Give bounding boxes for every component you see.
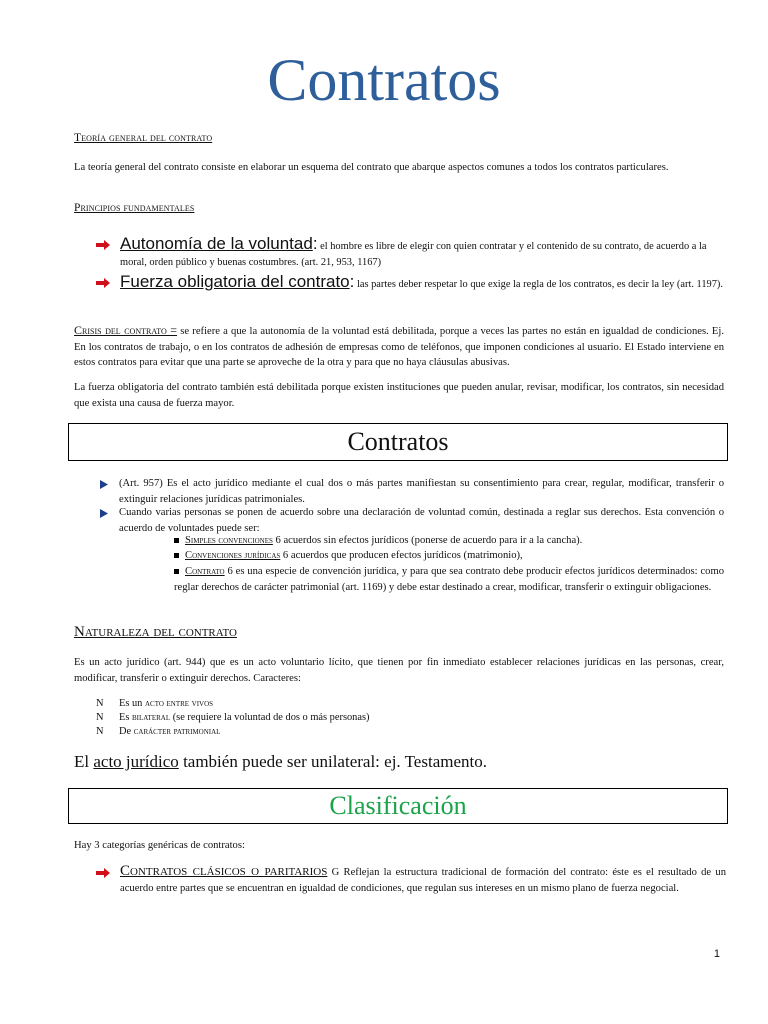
principio-item-1: Autonomía de la voluntad: el hombre es libre de elegir con quien contratar y el contenido de su contrato, de acuerdo a la moral, orden público y buenas costumbres. (art. 21, 953, 1167) <box>96 236 726 270</box>
naturaleza-text: Es un acto jurídico (art. 944) que es un acto voluntario lícito, que tienen por fin inmediato establecer relaciones jurídicas en las personas, crear, modificar, transferir o extinguir derechos. Caracteres: <box>74 657 724 684</box>
contratos-bullet-2: Cuando varias personas se ponen de acuerdo sobre una declaración de voluntad común, destinada a reglar sus derechos. Esta convención o acuerdo de voluntades puede ser: <box>100 505 724 536</box>
heading-principios: Principios fundamentales <box>74 202 195 214</box>
section-box-clasificacion: Clasificación <box>68 788 728 824</box>
list-item: N De carácter patrimonial <box>96 726 221 737</box>
crisis-paragraph: Crisis del contrato = se refiere a que la autonomía de la voluntad está debilitada, porque a veces las partes no están en igualdad de condiciones. Ej. En los contratos de trabajo, o en los contratos de adhesión de empresas como de teléfonos, que imponen condiciones al usuario. El Estado interviene en estos contratos para evitar que una parte se aproveche de la otra y para que no haya cláusulas abusivas. <box>74 323 724 368</box>
clasificacion-item-1: Contratos clásicos o paritarios G Reflejan la estructura tradicional de formación del contrato: éste es el resultado de un acuerdo entre partes que se encuentran en igualdad de condiciones, que regulan sus intereses en un mismo plano de fuerza negocial. <box>96 864 726 896</box>
blue-arrow-icon <box>100 480 108 489</box>
page-title: Contratos <box>267 47 501 113</box>
section-box-contratos: Contratos <box>68 423 728 461</box>
principio-desc: las partes deber respetar lo que exige la regla de los contratos, es decir la ley (art. 1197). <box>354 279 723 290</box>
principio-term: Autonomía de la voluntad <box>120 234 313 253</box>
subitem-contrato: Contrato 6 es una especie de convención jurídica, y para que sea contrato debe producir efectos jurídicos determinados: como reglar derechos de carácter patrimonial (art. 1169) y debe estar destinado a crear, modificar, transferir o extinguir obligaciones. <box>174 566 724 593</box>
square-bullet-icon <box>174 553 179 558</box>
naturaleza-note: El acto jurídico también puede ser unilateral: ej. Testamento. <box>74 752 487 771</box>
red-arrow-icon <box>96 240 110 250</box>
page-number: 1 <box>713 948 720 960</box>
principio-item-2: Fuerza obligatoria del contrato: las partes deber respetar lo que exige la regla de los contratos, es decir la ley (art. 1197). <box>96 274 726 293</box>
principio-term: Fuerza obligatoria del contrato <box>120 272 350 291</box>
square-bullet-icon <box>174 538 179 543</box>
contratos-bullet-1: (Art. 957) Es el acto jurídico mediante el cual dos o más partes manifiestan su consentimiento para crear, regular, modificar, transferir o extinguir relaciones jurídicas patrimoniales. <box>100 476 724 507</box>
subitem-simples: Simples convenciones 6 acuerdos sin efectos jurídicos (ponerse de acuerdo para ir a la cancha). <box>174 533 724 549</box>
clasificacion-term: Contratos clásicos o paritarios <box>120 863 328 879</box>
heading-naturaleza: Naturaleza del contrato <box>74 624 237 640</box>
caracteres-list <box>96 697 370 739</box>
blue-arrow-icon <box>100 509 108 518</box>
subitem-convenciones: Convenciones jurídicas 6 acuerdos que producen efectos jurídicos (matrimonio), <box>174 548 724 564</box>
square-bullet-icon <box>174 569 179 574</box>
red-arrow-icon <box>96 278 110 288</box>
crisis-paragraph-2: La fuerza obligatoria del contrato también está debilitada porque existen instituciones que pueden anular, revisar, modificar, los contratos, sin necesidad que exista una causa de fuerza mayor. <box>74 382 724 409</box>
list-item: N Es un acto entre vivos <box>96 698 214 709</box>
crisis-term: Crisis del contrato = <box>74 323 178 337</box>
teoria-text: La teoría general del contrato consiste en elaborar un esquema del contrato que abarque aspectos comunes a todos los contratos particulares. <box>74 162 669 173</box>
clasificacion-intro: Hay 3 categorías genéricas de contratos: <box>74 840 245 851</box>
red-arrow-icon <box>96 868 110 878</box>
heading-teoria: Teoría general del contrato <box>74 132 213 144</box>
principio-desc: el hombre es libre de elegir con quien contratar y el contenido de su contrato, de acuerdo a la moral, orden público y buenas costumbres. (art. 21, 953, 1167) <box>120 241 707 268</box>
list-item: N Es bilateral (se requiere la voluntad de dos o más personas) <box>96 712 370 723</box>
